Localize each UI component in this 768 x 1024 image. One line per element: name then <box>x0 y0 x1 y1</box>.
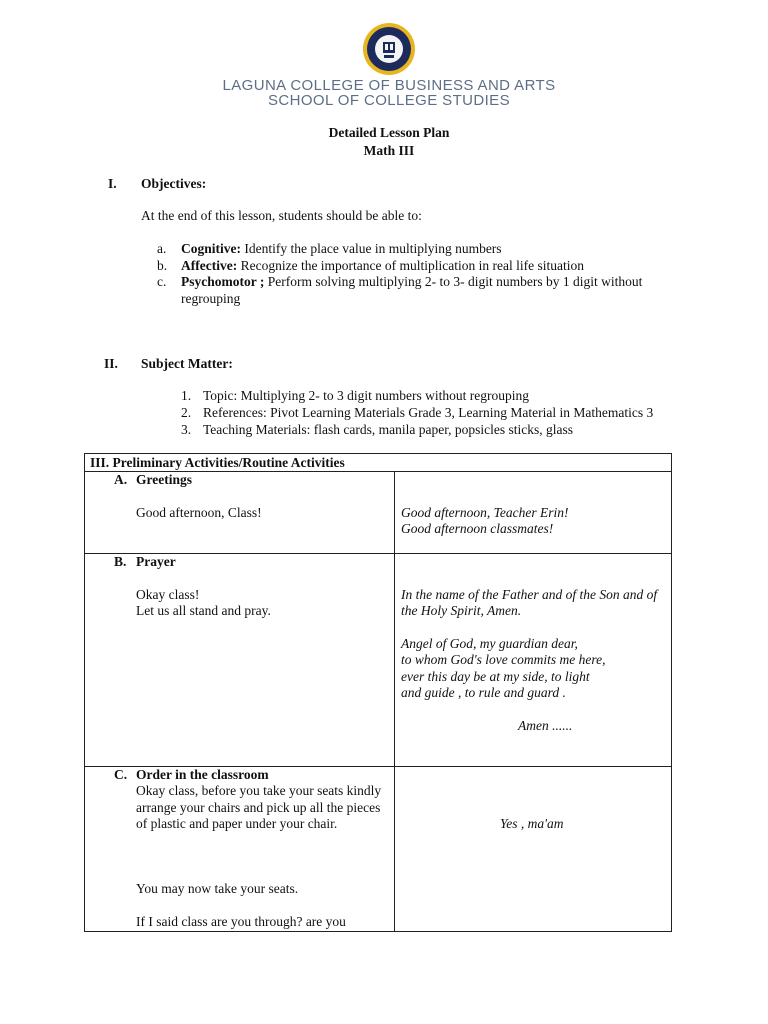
list-marker: a. <box>157 241 167 256</box>
college-name: LAGUNA COLLEGE OF BUSINESS AND ARTS <box>222 77 556 94</box>
students-line: Good afternoon, Teacher Erin! <box>401 505 569 520</box>
students-cell <box>395 554 672 767</box>
teacher-cell <box>85 554 395 767</box>
amen-line: Amen ...... <box>518 718 573 733</box>
section-title: Objectives: <box>141 176 207 191</box>
teacher-line: Okay class! <box>136 587 200 602</box>
section-title: Subject Matter: <box>141 356 233 371</box>
prayer-line: Angel of God, my guardian dear, <box>401 636 578 651</box>
subject-topic: Topic: Multiplying 2- to 3 digit numbers without regrouping <box>203 388 530 403</box>
activity-marker: A. <box>114 472 128 487</box>
objective-psychomotor: Psychomotor ; Perform solving multiplying 2- to 3- digit numbers by 1 digit without regrouping <box>181 274 643 306</box>
table-row <box>85 554 672 767</box>
teacher-line: Good afternoon, Class! <box>136 505 262 520</box>
objective-cognitive: Cognitive: Identify the place value in multiplying numbers <box>181 241 502 256</box>
teacher-line: If I said class are you through? are you <box>136 914 346 929</box>
list-marker: 1. <box>181 388 192 403</box>
list-marker: b. <box>157 258 168 273</box>
prayer-line: ever this day be at my side, to light <box>401 669 590 684</box>
document-subject: Math III <box>363 143 415 158</box>
college-seal <box>362 22 416 76</box>
objectives-intro: At the end of this lesson, students should be able to: <box>141 208 422 223</box>
teacher-line: arrange your chairs and pick up all the pieces <box>136 800 381 815</box>
subject-materials: Teaching Materials: flash cards, manila paper, popsicles sticks, glass <box>203 422 574 437</box>
teacher-line: of plastic and paper under your chair. <box>136 816 338 831</box>
activities-table <box>84 453 672 932</box>
list-marker: 3. <box>181 422 192 437</box>
subject-references: References: Pivot Learning Materials Grade 3, Learning Material in Mathematics 3 <box>203 405 654 420</box>
students-line: In the name of the Father and of the Son and of <box>401 587 658 602</box>
objective-affective: Affective: Recognize the importance of multiplication in real life situation <box>181 258 584 273</box>
teacher-line: You may now take your seats. <box>136 881 299 896</box>
activity-title: Order in the classroom <box>136 767 269 782</box>
section-number: II. <box>104 356 118 371</box>
school-name: SCHOOL OF COLLEGE STUDIES <box>268 92 510 109</box>
activity-title: Prayer <box>136 554 176 569</box>
document-title: Detailed Lesson Plan <box>328 125 450 140</box>
teacher-line: Let us all stand and pray. <box>136 603 271 618</box>
activity-title: Greetings <box>136 472 192 487</box>
teacher-cell <box>85 767 395 932</box>
prayer-line: to whom God's love commits me here, <box>401 652 606 667</box>
table-row <box>85 767 672 932</box>
activities-header-cell <box>85 454 672 472</box>
students-cell <box>395 767 672 932</box>
teacher-line: Okay class, before you take your seats kindly <box>136 783 382 798</box>
students-line: Good afternoon classmates! <box>401 521 554 536</box>
activities-heading: III. Preliminary Activities/Routine Activities <box>90 455 345 470</box>
prayer-line: and guide , to rule and guard . <box>401 685 566 700</box>
students-cell <box>395 472 672 554</box>
table-row <box>85 472 672 554</box>
list-marker: c. <box>157 274 167 289</box>
college-seal-icon <box>362 22 416 76</box>
students-line: the Holy Spirit, Amen. <box>401 603 522 618</box>
teacher-cell <box>85 472 395 554</box>
activity-marker: C. <box>114 767 128 782</box>
activity-marker: B. <box>114 554 127 569</box>
list-marker: 2. <box>181 405 192 420</box>
section-number: I. <box>108 176 117 191</box>
students-line: Yes , ma'am <box>500 816 564 831</box>
